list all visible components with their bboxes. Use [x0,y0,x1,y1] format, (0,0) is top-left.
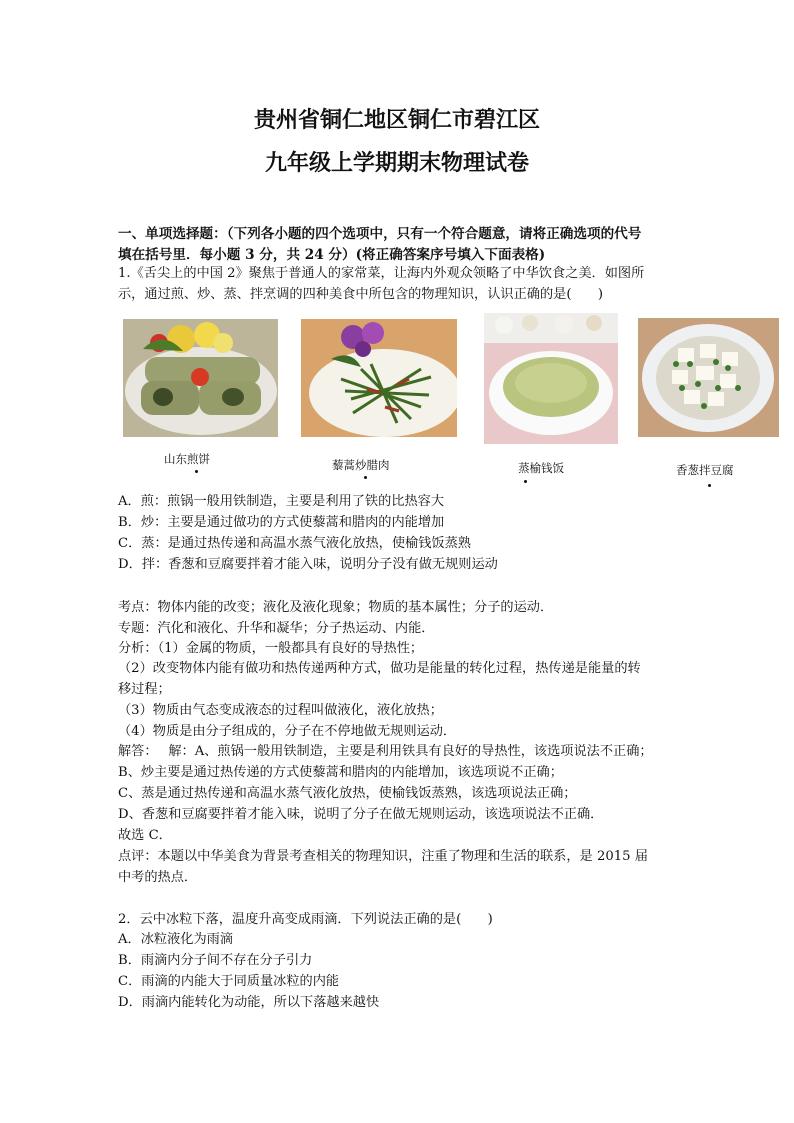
food-image-steamed-rice [484,313,618,444]
caption-emphasis-dot [524,480,527,483]
page-subtitle: 九年级上学期期末物理试卷 [264,150,529,176]
caption-stirfry: 藜蒿炒腊肉 [332,458,390,472]
caption-jianbing: 山东煎饼 [164,452,210,466]
caption-tofu: 香葱拌豆腐 [676,463,734,477]
caption-emphasis-dot [195,470,198,473]
page-title: 贵州省铜仁地区铜仁市碧江区 [253,107,540,133]
q2-option-a: A．冰粒液化为雨滴 [118,932,234,947]
caption-emphasis-dot [708,484,711,487]
analysis-line: 考点：物体内能的改变；液化及液化现象；物质的基本属性；分子的运动． [118,600,554,615]
question-1-stem: 1.《舌尖上的中国 2》聚焦于普通人的家常菜，让海内外观众领略了中华饮食之美．如图所 [118,266,645,281]
q2-option-c: C．雨滴的内能大于同质量冰粒的内能 [118,974,340,989]
analysis-line: D、香葱和豆腐要拌着才能入味，说明了分子在做无规则运动，该选项说法不正确． [118,807,604,822]
analysis-line: 故选 C． [118,828,172,843]
caption-steamed-rice: 蒸榆钱饭 [518,461,564,475]
analysis-line: （2）改变物体内能有做功和热传递两种方式，做功是能量的转化过程，热传递是能量的转 [118,661,641,676]
caption-emphasis-dot [364,476,367,479]
analysis-line: 移过程； [118,682,171,697]
food-image-stirfry [301,319,457,437]
analysis-line: （4）物质是由分子组成的，分子在不停地做无规则运动． [118,724,457,739]
analysis-line: 中考的热点． [118,870,198,885]
q2-option-d: D．雨滴内能转化为动能，所以下落越来越快 [118,995,380,1010]
analysis-line: B、炒主要是通过热传递的方式使藜蒿和腊肉的内能增加，该选项说不正确； [118,765,563,780]
q1-option-b: B．炒：主要是通过做功的方式使藜蒿和腊肉的内能增加 [118,515,445,530]
q1-option-a: A．煎：煎锅一般用铁制造，主要是利用了铁的比热容大 [118,494,445,509]
analysis-line: （3）物质由气态变成液态的过程叫做液化，液化放热； [118,703,443,718]
q2-option-b: B．雨滴内分子间不存在分子引力 [118,953,313,968]
analysis-line: 专题：汽化和液化、升华和凝华；分子热运动、内能． [118,621,435,636]
q1-option-c: C．蒸：是通过热传递和高温水蒸气液化放热，使榆钱饭蒸熟 [118,536,471,551]
analysis-line: 分析：（1）金属的物质，一般都具有良好的导热性； [118,641,424,656]
analysis-line: 点评：本题以中华美食为背景考查相关的物理知识，注重了物理和生活的联系，是 2015 届 [118,849,648,864]
q1-option-d: D．拌：香葱和豆腐要拌着才能入味，说明分子没有做无规则运动 [118,557,498,572]
food-image-jianbing [123,319,278,437]
analysis-line: 解答： 解：A、煎锅一般用铁制造，主要是利用铁具有良好的导热性，该选项说法不正确； [118,744,653,759]
analysis-line: C、蒸是通过热传递和高温水蒸气液化放热，使榆钱饭蒸熟，该选项说法正确； [118,786,577,801]
question-1-stem-cont: 示，通过煎、炒、蒸、拌烹调的四种美食中所包含的物理知识，认识正确的是( ) [118,287,604,302]
question-2-stem: 2．云中冰粒下落，温度升高变成雨滴．下列说法正确的是( ) [118,912,493,927]
section-heading: 一、单项选择题：（下列各小题的四个选项中，只有一个符合题意，请将正确选项的代号 [118,226,642,242]
section-heading-cont: 填在括号里．每小题 3 分，共 24 分）(将正确答案序号填入下面表格) [118,247,546,263]
food-image-tofu [638,318,779,437]
